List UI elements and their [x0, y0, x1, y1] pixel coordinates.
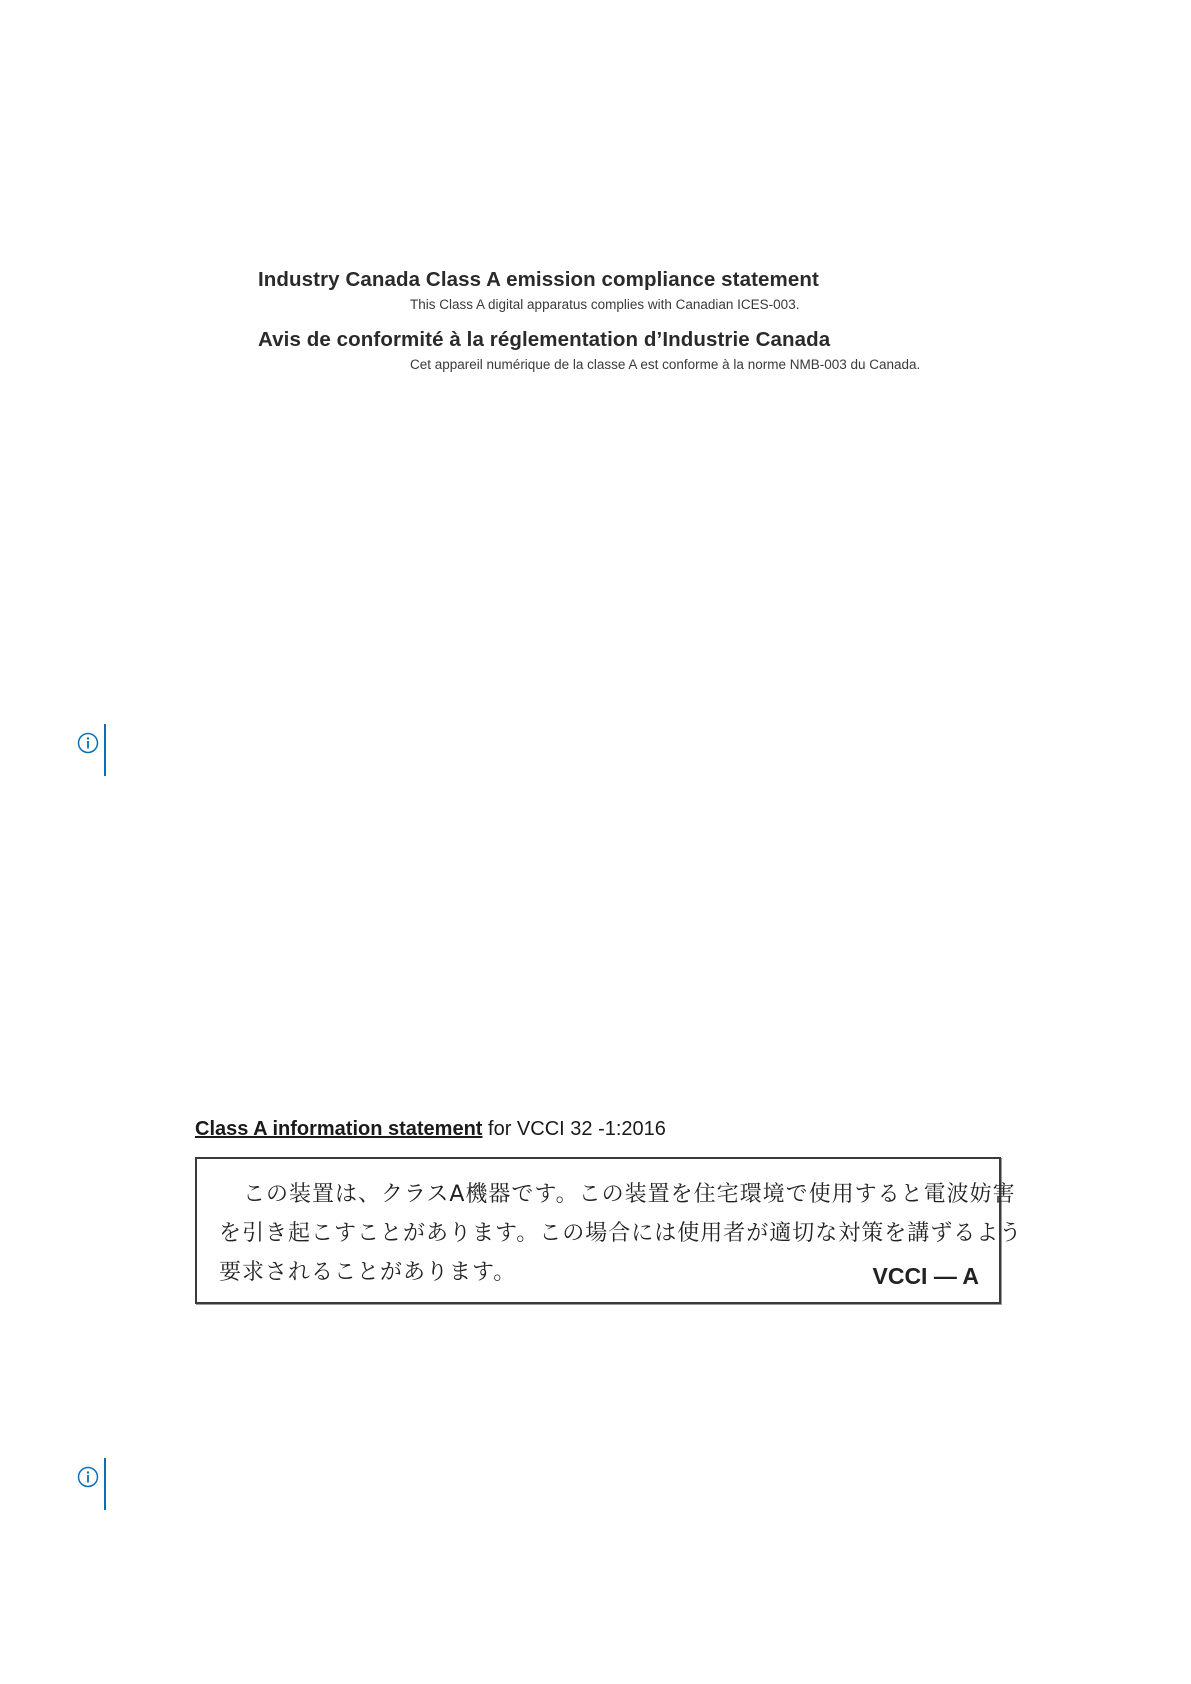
canada-heading-english: Industry Canada Class A emission compliance statement	[258, 268, 819, 291]
canada-heading-french: Avis de conformité à la réglementation d’Industrie Canada	[258, 328, 831, 351]
vcci-caption	[195, 1118, 666, 1141]
vcci-statement-box	[195, 1157, 1023, 1304]
vcci-caption-title: Class A information statement	[195, 1118, 483, 1140]
vcci-line-1: この装置は、クラスA機器です。この装置を住宅環境で使用すると電波妨害	[243, 1182, 1016, 1207]
vcci-line-3: 要求されることがあります。	[219, 1260, 517, 1285]
canada-compliance-block	[258, 268, 958, 374]
canada-text-french: Cet appareil numérique de la classe A est conforme à la norme NMB-003 du Canada.	[410, 357, 921, 372]
note-marker	[74, 1458, 110, 1512]
note-bar	[104, 724, 106, 776]
vcci-line-2: を引き起こすことがあります。この場合には使用者が適切な対策を講ずるよう	[219, 1221, 1023, 1246]
canada-text-english: This Class A digital apparatus complies with Canadian ICES-003.	[410, 297, 800, 312]
vcci-class-mark: VCCI — A	[872, 1263, 979, 1289]
info-icon	[77, 732, 99, 754]
vcci-caption-standard: for VCCI 32 -1:2016	[482, 1118, 666, 1140]
note-marker	[74, 724, 110, 778]
info-icon	[77, 1466, 99, 1488]
note-bar	[104, 1458, 106, 1510]
